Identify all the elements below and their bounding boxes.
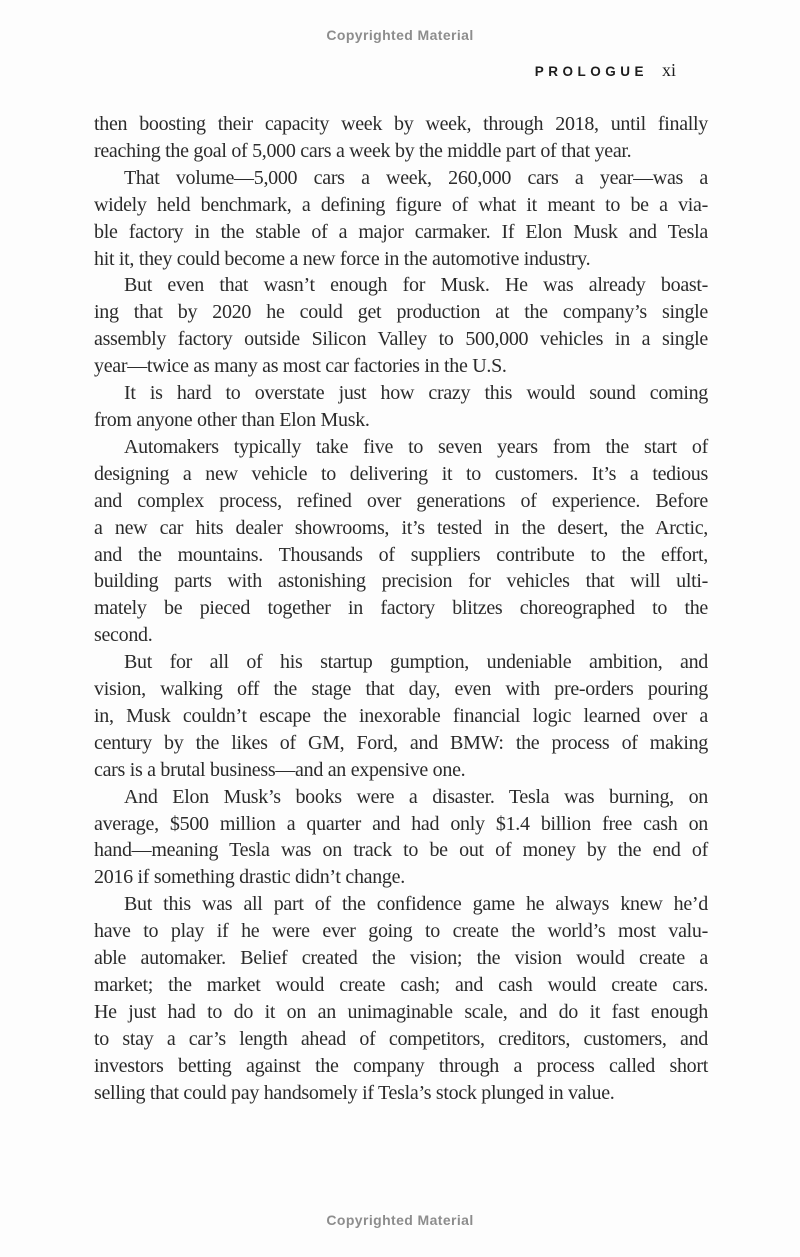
copyright-notice-bottom: Copyrighted Material [326, 1212, 474, 1228]
text-line: And Elon Musk’s books were a disaster. Tesla was burning, on [124, 785, 708, 808]
chapter-title: PROLOGUE [534, 64, 648, 79]
paragraph [94, 891, 708, 1106]
text-line: and complex process, refined over generations of experience. Before [94, 489, 708, 512]
text-line: assembly factory outside Silicon Valley to 500,000 vehicles in a single [94, 328, 708, 351]
text-line: He just had to do it on an unimaginable scale, and do it fast enough [94, 1000, 708, 1023]
paragraph [94, 111, 708, 165]
text-line: hit it, they could become a new force in the automotive industry. [94, 247, 591, 270]
copyright-notice-top: Copyrighted Material [326, 27, 474, 43]
paragraph [94, 165, 708, 273]
text-line: year—twice as many as most car factories in the U.S. [94, 355, 507, 378]
text-line: investors betting against the company through a process called short [94, 1054, 708, 1077]
text-line: Automakers typically take five to seven years from the start of [124, 435, 708, 458]
text-line: have to play if he were ever going to create the world’s most valu- [94, 920, 708, 943]
text-line: and the mountains. Thousands of suppliers contribute to the effort, [94, 543, 708, 566]
text-line: It is hard to overstate just how crazy this would sound coming [124, 382, 708, 405]
text-line: able automaker. Belief created the vision; the vision would create a [94, 947, 708, 970]
paragraph [94, 272, 708, 380]
text-line: second. [94, 624, 153, 647]
text-line: a new car hits dealer showrooms, it’s tested in the desert, the Arctic, [94, 516, 708, 539]
text-line: But this was all part of the confidence game he always knew he’d [124, 893, 708, 916]
text-line: in, Musk couldn’t escape the inexorable financial logic learned over a [94, 704, 708, 727]
text-line: hand—meaning Tesla was on track to be out of money by the end of [94, 839, 708, 862]
text-line: building parts with astonishing precision for vehicles that will ulti- [94, 570, 708, 593]
paragraph [94, 434, 708, 649]
text-line: century by the likes of GM, Ford, and BMW: the process of making [94, 731, 708, 754]
text-line: market; the market would create cash; and cash would create cars. [94, 974, 708, 996]
text-line: ble factory in the stable of a major carmaker. If Elon Musk and Tesla [94, 220, 708, 243]
text-line: cars is a brutal business—and an expensive one. [94, 758, 466, 781]
text-line: ing that by 2020 he could get production at the company’s single [94, 301, 708, 324]
text-line: vision, walking off the stage that day, even with pre-orders pouring [94, 678, 708, 701]
text-line: reaching the goal of 5,000 cars a week by the middle part of that year. [94, 139, 632, 162]
paragraph [94, 649, 708, 784]
paragraph [94, 380, 708, 434]
text-line: selling that could pay handsomely if Tesla’s stock plunged in value. [94, 1081, 615, 1104]
text-line: That volume—5,000 cars a week, 260,000 cars a year—was a [124, 166, 708, 189]
text-line: 2016 if something drastic didn’t change. [94, 866, 405, 889]
text-line: mately be pieced together in factory blitzes choreographed to the [94, 597, 708, 620]
text-line: then boosting their capacity week by week, through 2018, until finally [94, 113, 708, 135]
paragraph [94, 784, 708, 892]
text-line: But even that wasn’t enough for Musk. He was already boast- [124, 274, 708, 297]
text-line: designing a new vehicle to delivering it to customers. It’s a tedious [94, 462, 708, 485]
page-body [94, 111, 708, 1107]
running-header [535, 60, 676, 81]
text-line: average, $500 million a quarter and had only $1.4 billion free cash on [94, 812, 708, 835]
text-line: to stay a car’s length ahead of competitors, creditors, customers, and [94, 1027, 708, 1050]
text-line: widely held benchmark, a defining figure of what it meant to be a via- [94, 193, 708, 216]
text-line: But for all of his startup gumption, undeniable ambition, and [124, 651, 708, 674]
page-number: xi [661, 60, 676, 80]
text-line: from anyone other than Elon Musk. [94, 408, 370, 431]
